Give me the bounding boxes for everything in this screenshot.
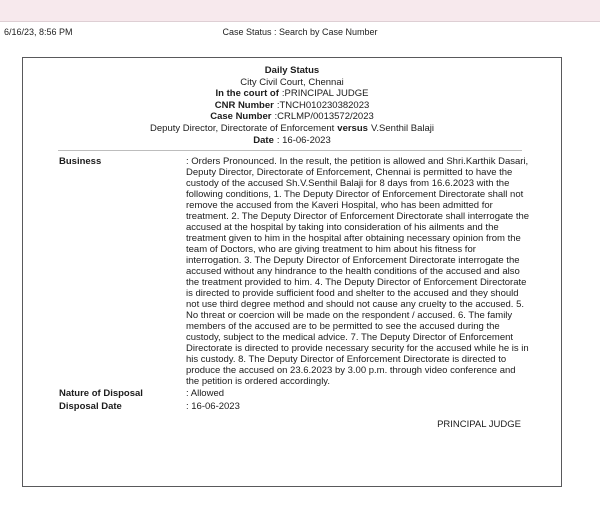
case-number-label: Case Number [210,111,272,123]
case-number-value: :CRLMP/0013572/2023 [274,111,374,123]
disposal-date-value: : 16-06-2023 [186,400,240,412]
business-value: : Orders Pronounced. In the result, the petition is allowed and Shri.Karthik Dasari, Deputy Director, Directorate of Enforcement, Chennai is permitted to have the custody of the accused Sh.V.Senthil Balaji for 8 days from 16.6.2023 with the following conditions, 1. The Deputy Director of Enforcement Directorate shall not remove the accused from the Kaveri Hospital, who has been admitted for treatment. 2. The Deputy Director of Enforcement Directorate shall interrogate the accused at the hospital by taking into consideration of his ailments and the treatment given to him in the hospital after obtaining necessary opinion from the team of Doctors, who are giving treatment to him about his fitness for interrogation. 3. The Deputy Director of Enforcement Directorate interrogate the accused without any hindrance to the health conditions of the accused and also the treatment provided to him. 4. The Deputy Director of Enforcement Directorate is directed to provide sufficient food and shelter to the accused and they should not use third degree method and should not cause any cruelty to the accused. 5. No threat or coercion will be made on the respondent / accused. 6. The family members of the accused are to be permitted to see the accused during the custody, subject to the medical advice. 7. The Deputy Director of Enforcement Directorate is directed to provide necessary security for the accused while he is in his custody. 8. The Deputy Director of Enforcement Directorate is directed to produce the accused on 23.6.2023 by 3.00 p.m. through video conference and the petition is ordered accordingly. [186,156,530,388]
case-status-document [22,57,562,487]
document-header [23,58,561,146]
date-line [23,135,561,147]
cnr-line [23,100,561,112]
date-label: Date [253,134,274,146]
detail-rows [23,156,561,412]
judge-signature: PRINCIPAL JUDGE [437,419,521,431]
petitioner-name: Deputy Director, Directorate of Enforcement [150,122,335,134]
in-court-value: :PRINCIPAL JUDGE [281,88,369,100]
browser-top-bar [0,0,600,22]
business-row [59,156,531,387]
parties-line [23,123,561,135]
case-number-line [23,111,561,123]
nature-of-disposal-label: Nature of Disposal [59,388,143,400]
business-label: Business [59,156,102,168]
cnr-label: CNR Number [214,99,274,111]
print-header [0,27,600,39]
print-timestamp: 6/16/23, 8:56 PM [4,27,73,37]
document-title: Daily Status [264,65,320,76]
header-divider [58,150,522,151]
nature-of-disposal-row [59,388,531,400]
in-court-line [23,88,561,100]
disposal-date-label: Disposal Date [59,400,122,412]
disposal-date-row [59,401,531,413]
page-title: Case Status : Search by Case Number [222,27,378,37]
nature-of-disposal-value: : Allowed [186,388,225,400]
versus-label: versus [337,122,368,134]
in-court-label: In the court of [215,88,279,100]
court-name: City Civil Court, Chennai [240,76,344,88]
date-value: : 16-06-2023 [276,134,331,146]
respondent-name: V.Senthil Balaji [370,122,434,134]
cnr-value: :TNCH010230382023 [276,99,370,111]
